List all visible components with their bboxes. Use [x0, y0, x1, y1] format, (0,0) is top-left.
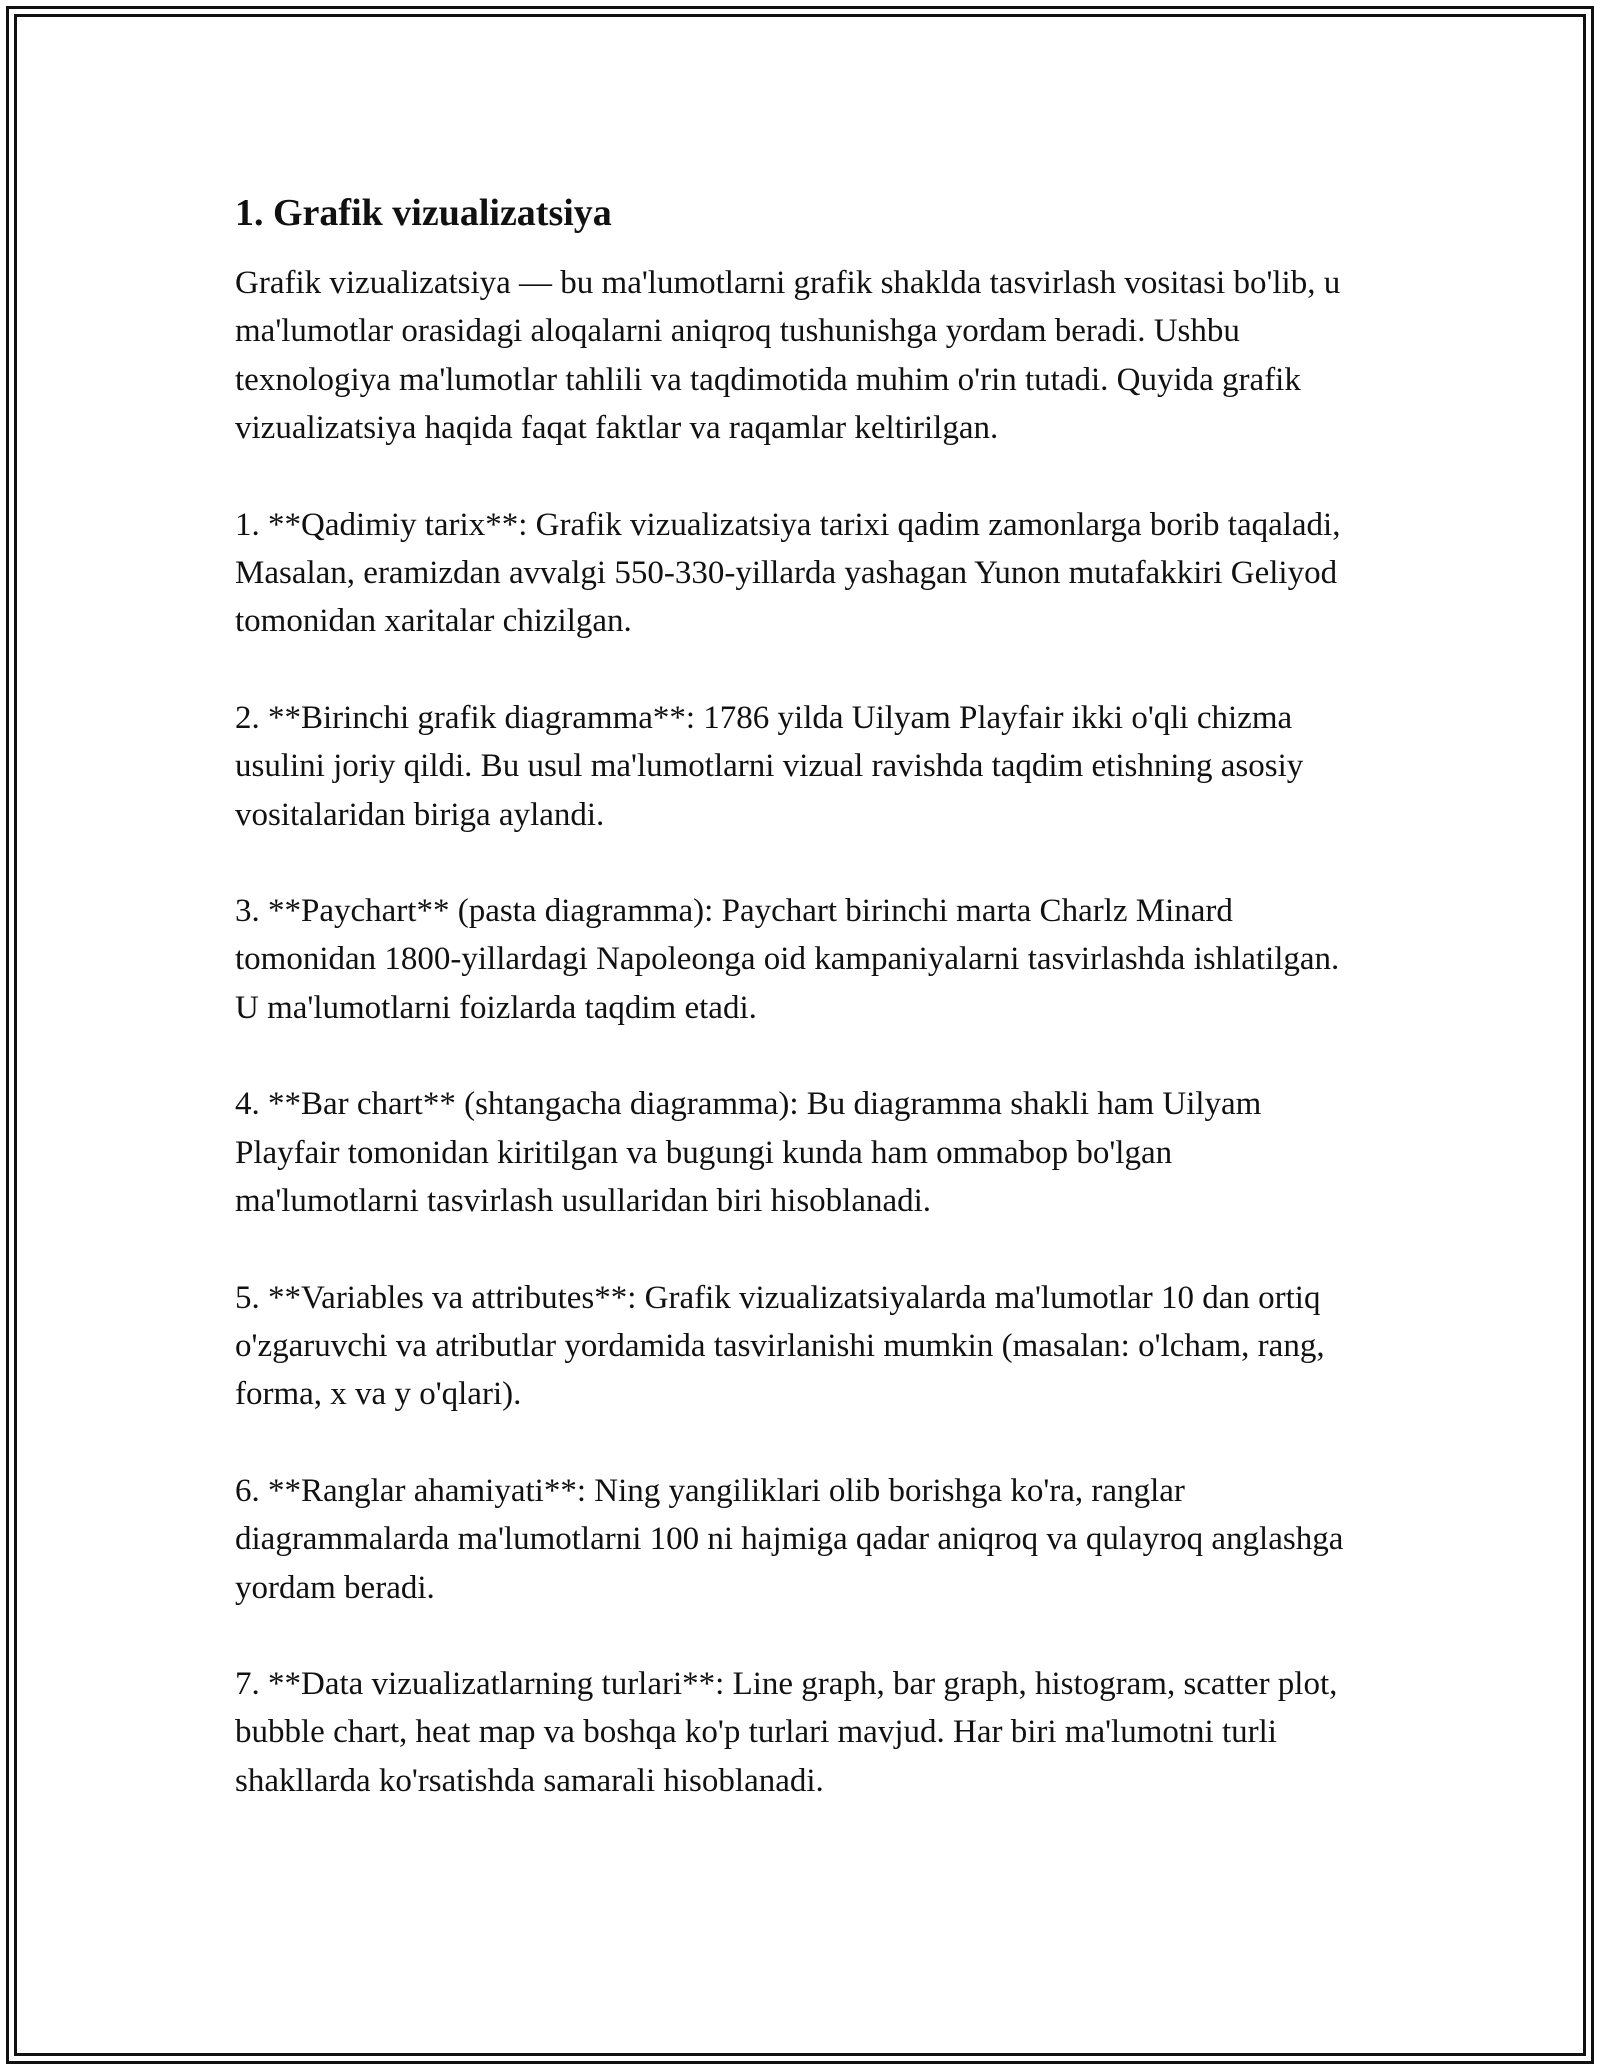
- document-body: [235, 185, 1355, 1853]
- list-item: 6. **Ranglar ahamiyati**: Ning yangiliklari olib borishga ko'ra, ranglar diagrammalarda ma'lumotlarni 100 ni hajmiga qadar aniqroq va qulayroq anglashga yordam beradi.: [235, 1472, 1344, 1606]
- list-item: 5. **Variables va attributes**: Grafik vizualizatsiyalarda ma'lumotlar 10 dan ortiq o'zgaruvchi va atributlar yordamida tasvirlanishi mumkin (masalan: o'lcham, rang, forma, x va y o'qlari).: [235, 1279, 1325, 1413]
- list-item: 7. **Data vizualizatlarning turlari**: Line graph, bar graph, histogram, scatter plot, bubble chart, heat map va boshqa ko'p turlari mavjud. Har biri ma'lumotni turli shakllarda ko'rsatishda samarali hisoblanadi.: [235, 1665, 1338, 1799]
- list-item: 1. **Qadimiy tarix**: Grafik vizualizatsiya tarixi qadim zamonlarga borib taqaladi, Masalan, eramizdan avvalgi 550-330-yillarda yashagan Yunon mutafakkiri Geliyod tomonidan xaritalar chizilgan.: [235, 506, 1341, 640]
- list-item: 2. **Birinchi grafik diagramma**: 1786 yilda Uilyam Playfair ikki o'qli chizma usulini joriy qildi. Bu usul ma'lumotlarni vizual ravishda taqdim etishning asosiy vositalaridan biriga aylandi.: [235, 699, 1304, 833]
- intro-paragraph: Grafik vizualizatsiya — bu ma'lumotlarni grafik shaklda tasvirlash vositasi bo'lib, u ma'lumotlar orasidagi aloqalarni aniqroq tushunishga yordam beradi. Ushbu texnologiya ma'lumotlar tahlili va taqdimotida muhim o'rin tutadi. Quyida grafik vizualizatsiya haqida faqat faktlar va raqamlar keltirilgan.: [235, 265, 1341, 447]
- document-title: 1. Grafik vizualizatsiya: [235, 192, 612, 234]
- list-item: 4. **Bar chart** (shtangacha diagramma): Bu diagramma shakli ham Uilyam Playfair tomonidan kiritilgan va bugungi kunda ham ommabop bo'lgan ma'lumotlarni tasvirlash usullaridan biri hisoblanadi.: [235, 1086, 1262, 1220]
- list-item: 3. **Paychart** (pasta diagramma): Paychart birinchi marta Charlz Minard tomonidan 1800-yillardagi Napoleonga oid kampaniyalarni tasvirlashda ishlatilgan. U ma'lumotlarni foizlarda taqdim etadi.: [235, 893, 1340, 1026]
